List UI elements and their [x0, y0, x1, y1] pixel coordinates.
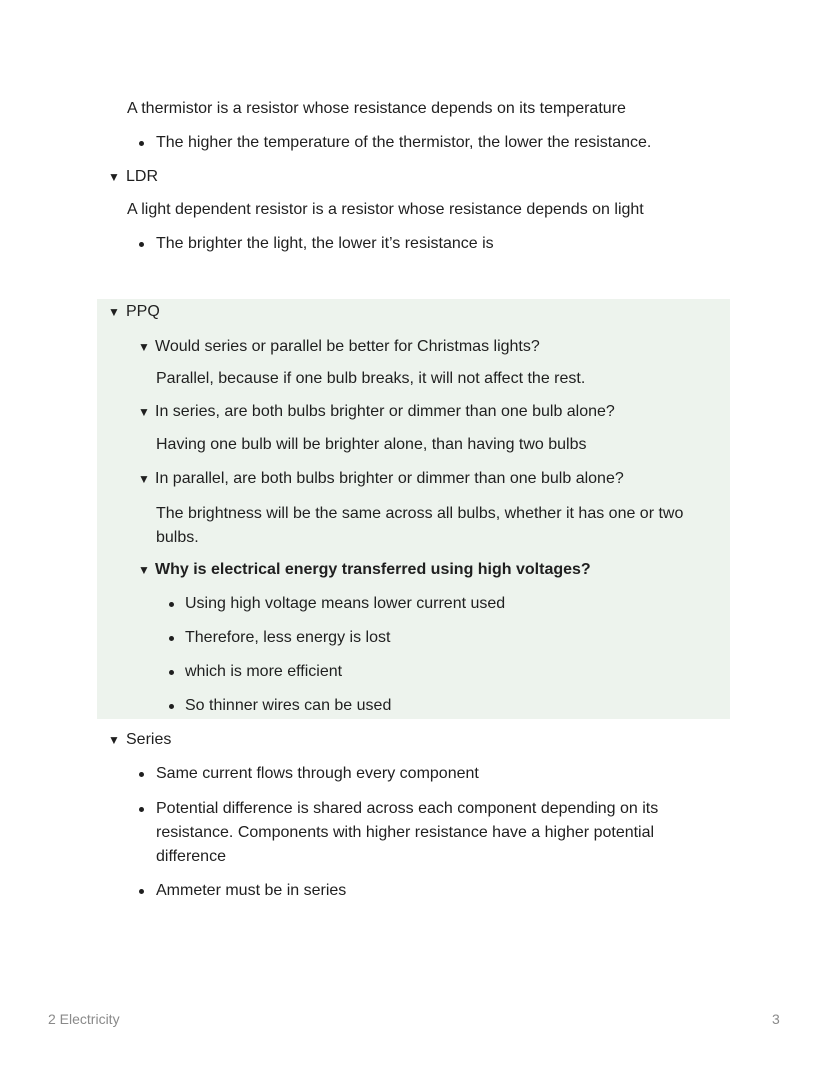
ppq-toggle-title[interactable]: PPQ [126, 303, 160, 320]
ppq-answer-2: Having one bulb will be brighter alone, than having two bulbs [156, 436, 587, 453]
thermistor-definition: A thermistor is a resistor whose resistance depends on its temperature [127, 100, 626, 117]
bullet-icon [169, 670, 174, 675]
footer-section-title: 2 Electricity [48, 1011, 120, 1027]
page-number: 3 [772, 1011, 780, 1027]
ppq-question-3[interactable]: In parallel, are both bulbs brighter or dimmer than one bulb alone? [155, 470, 624, 487]
series-toggle-title[interactable]: Series [126, 731, 172, 748]
ppq-bullet: So thinner wires can be used [185, 697, 392, 714]
ldr-definition: A light dependent resistor is a resistor whose resistance depends on light [127, 201, 644, 218]
ppq-answer-3: The brightness will be the same across all bulbs, whether it has one or two bulbs. [156, 505, 684, 546]
bullet-icon [139, 807, 144, 812]
series-bullet: Same current flows through every component [156, 765, 479, 782]
bullet-icon [139, 141, 144, 146]
ppq-bullet: Using high voltage means lower current used [185, 595, 506, 612]
bullet-icon [139, 242, 144, 247]
thermistor-bullet: The higher the temperature of the thermistor, the lower the resistance. [156, 134, 652, 151]
bullet-icon [169, 602, 174, 607]
ppq-question-4[interactable]: Why is electrical energy transferred using high voltages? [155, 561, 591, 578]
toggle-triangle-icon[interactable]: ▼ [138, 405, 150, 419]
toggle-triangle-icon[interactable]: ▼ [138, 340, 150, 354]
bullet-icon [139, 889, 144, 894]
series-bullet: Potential difference is shared across each component depending on its resistance. Components with higher resistance have a higher potential difference [156, 800, 659, 865]
bullet-icon [169, 704, 174, 709]
toggle-triangle-icon[interactable]: ▼ [108, 305, 120, 319]
ppq-question-1[interactable]: Would series or parallel be better for Christmas lights? [155, 338, 540, 355]
toggle-triangle-icon[interactable]: ▼ [108, 733, 120, 747]
ppq-bullet: Therefore, less energy is lost [185, 629, 391, 646]
ppq-answer-1: Parallel, because if one bulb breaks, it will not affect the rest. [156, 370, 586, 387]
toggle-triangle-icon[interactable]: ▼ [138, 563, 150, 577]
toggle-triangle-icon[interactable]: ▼ [138, 472, 150, 486]
ppq-bullet: which is more efficient [185, 663, 343, 680]
toggle-triangle-icon[interactable]: ▼ [108, 170, 120, 184]
ppq-question-2[interactable]: In series, are both bulbs brighter or dimmer than one bulb alone? [155, 403, 615, 420]
bullet-icon [169, 636, 174, 641]
bullet-icon [139, 772, 144, 777]
ldr-toggle-title[interactable]: LDR [126, 168, 159, 185]
ldr-bullet: The brighter the light, the lower it’s resistance is [156, 235, 494, 252]
series-bullet: Ammeter must be in series [156, 882, 347, 899]
